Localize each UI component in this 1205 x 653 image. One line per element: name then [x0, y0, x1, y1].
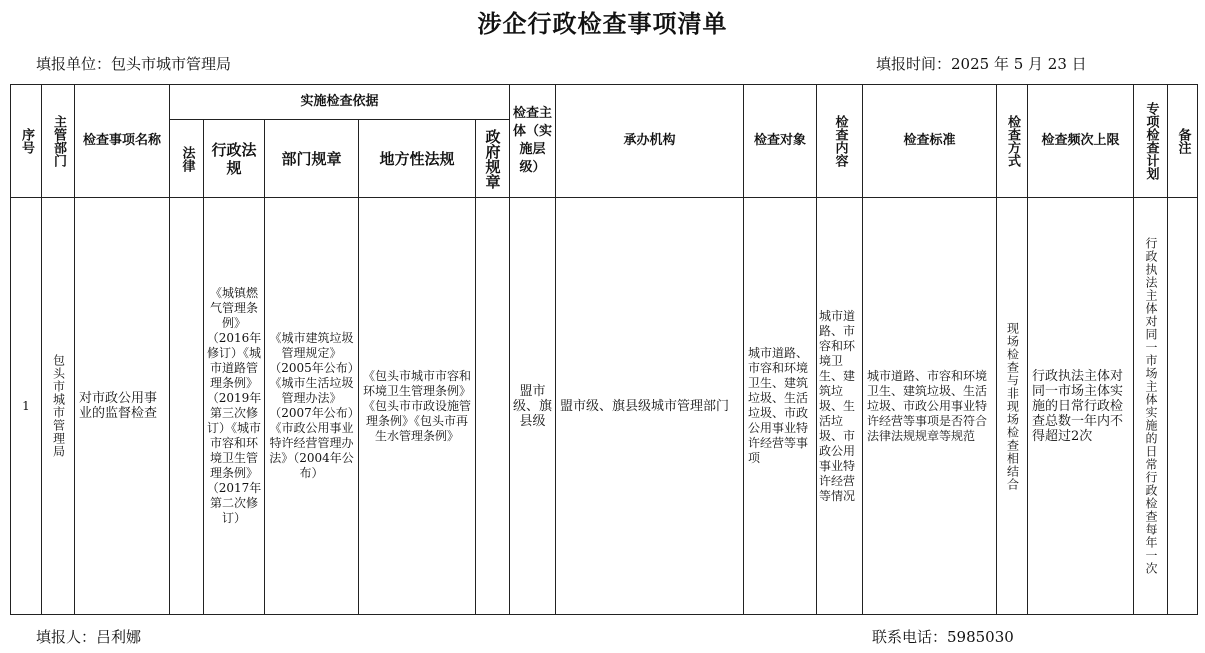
cell-admin-reg: 《城镇燃气管理条例》（2016年修订）《城市道路管理条例》（2019年第三次修订）《城市市容和环境卫生管理条例》（2017年第二次修订） [204, 198, 265, 615]
cell-plan: 行政执法主体对同一市场主体实施的日常行政检查每年一次 [1134, 198, 1168, 615]
cell-local-reg: 《包头市城市市容和环境卫生管理条例》《包头市市政设施管理条例》《包头市再生水管理条例》 [359, 198, 476, 615]
cell-law [170, 198, 204, 615]
cell-freq: 行政执法主体对同一市场主体实施的日常行政检查总数一年内不得超过2次 [1028, 198, 1134, 615]
cell-target: 城市道路、市容和环境卫生、建筑垃圾、生活垃圾、市政公用事业特许经营等事项 [744, 198, 817, 615]
cell-subject: 盟市级、旗县级 [510, 198, 556, 615]
cell-item-name: 对市政公用事业的监督检查 [75, 198, 170, 615]
header-dept-rule: 部门规章 [265, 120, 359, 198]
header-plan: 专项检查计划 [1134, 85, 1168, 198]
header-method: 检查方式 [997, 85, 1028, 198]
header-freq: 检查频次上限 [1028, 85, 1134, 198]
cell-seq: 1 [11, 198, 42, 615]
date-label: 填报时间：2025 年 5 月 23 日 [876, 55, 1087, 73]
phone-label: 联系电话：5985030 [872, 628, 1014, 646]
header-subject: 检查主体（实施层级） [510, 85, 556, 198]
header-target: 检查对象 [744, 85, 817, 198]
cell-content: 城市道路、市容和环境卫生、建筑垃圾、生活垃圾、市政公用事业特许经营等情况 [817, 198, 863, 615]
cell-note [1168, 198, 1198, 615]
header-org: 承办机构 [556, 85, 744, 198]
filler-label: 填报人：吕利娜 [36, 628, 142, 646]
cell-gov-rule [476, 198, 510, 615]
cell-standard: 城市道路、市容和环境卫生、建筑垃圾、生活垃圾、市政公用事业特许经营等事项是否符合法律法规规章等规范 [863, 198, 997, 615]
header-law: 法律 [170, 120, 204, 198]
header-seq: 序号 [11, 85, 42, 198]
page-title: 涉企行政检查事项清单 [477, 9, 728, 38]
table-row [11, 198, 1198, 615]
header-gov-rule: 政府规章 [476, 120, 510, 198]
header-content: 检查内容 [817, 85, 863, 198]
unit-label: 填报单位：包头市城市管理局 [36, 55, 232, 73]
header-local-reg: 地方性法规 [359, 120, 476, 198]
cell-method: 现场检查与非现场检查相结合 [997, 198, 1028, 615]
cell-dept: 包头市城市管理局 [42, 198, 75, 615]
inspection-table [10, 84, 1198, 615]
header-item-name: 检查事项名称 [75, 85, 170, 198]
header-dept: 主管部门 [42, 85, 75, 198]
header-note: 备注 [1168, 85, 1198, 198]
header-admin-reg: 行政法规 [204, 120, 265, 198]
cell-org: 盟市级、旗县级城市管理部门 [556, 198, 744, 615]
header-standard: 检查标准 [863, 85, 997, 198]
header-basis-group: 实施检查依据 [170, 85, 510, 120]
cell-dept-rule: 《城市建筑垃圾管理规定》（2005年公布）《城市生活垃圾管理办法》（2007年公布）《市政公用事业特许经营管理办法》（2004年公布） [265, 198, 359, 615]
